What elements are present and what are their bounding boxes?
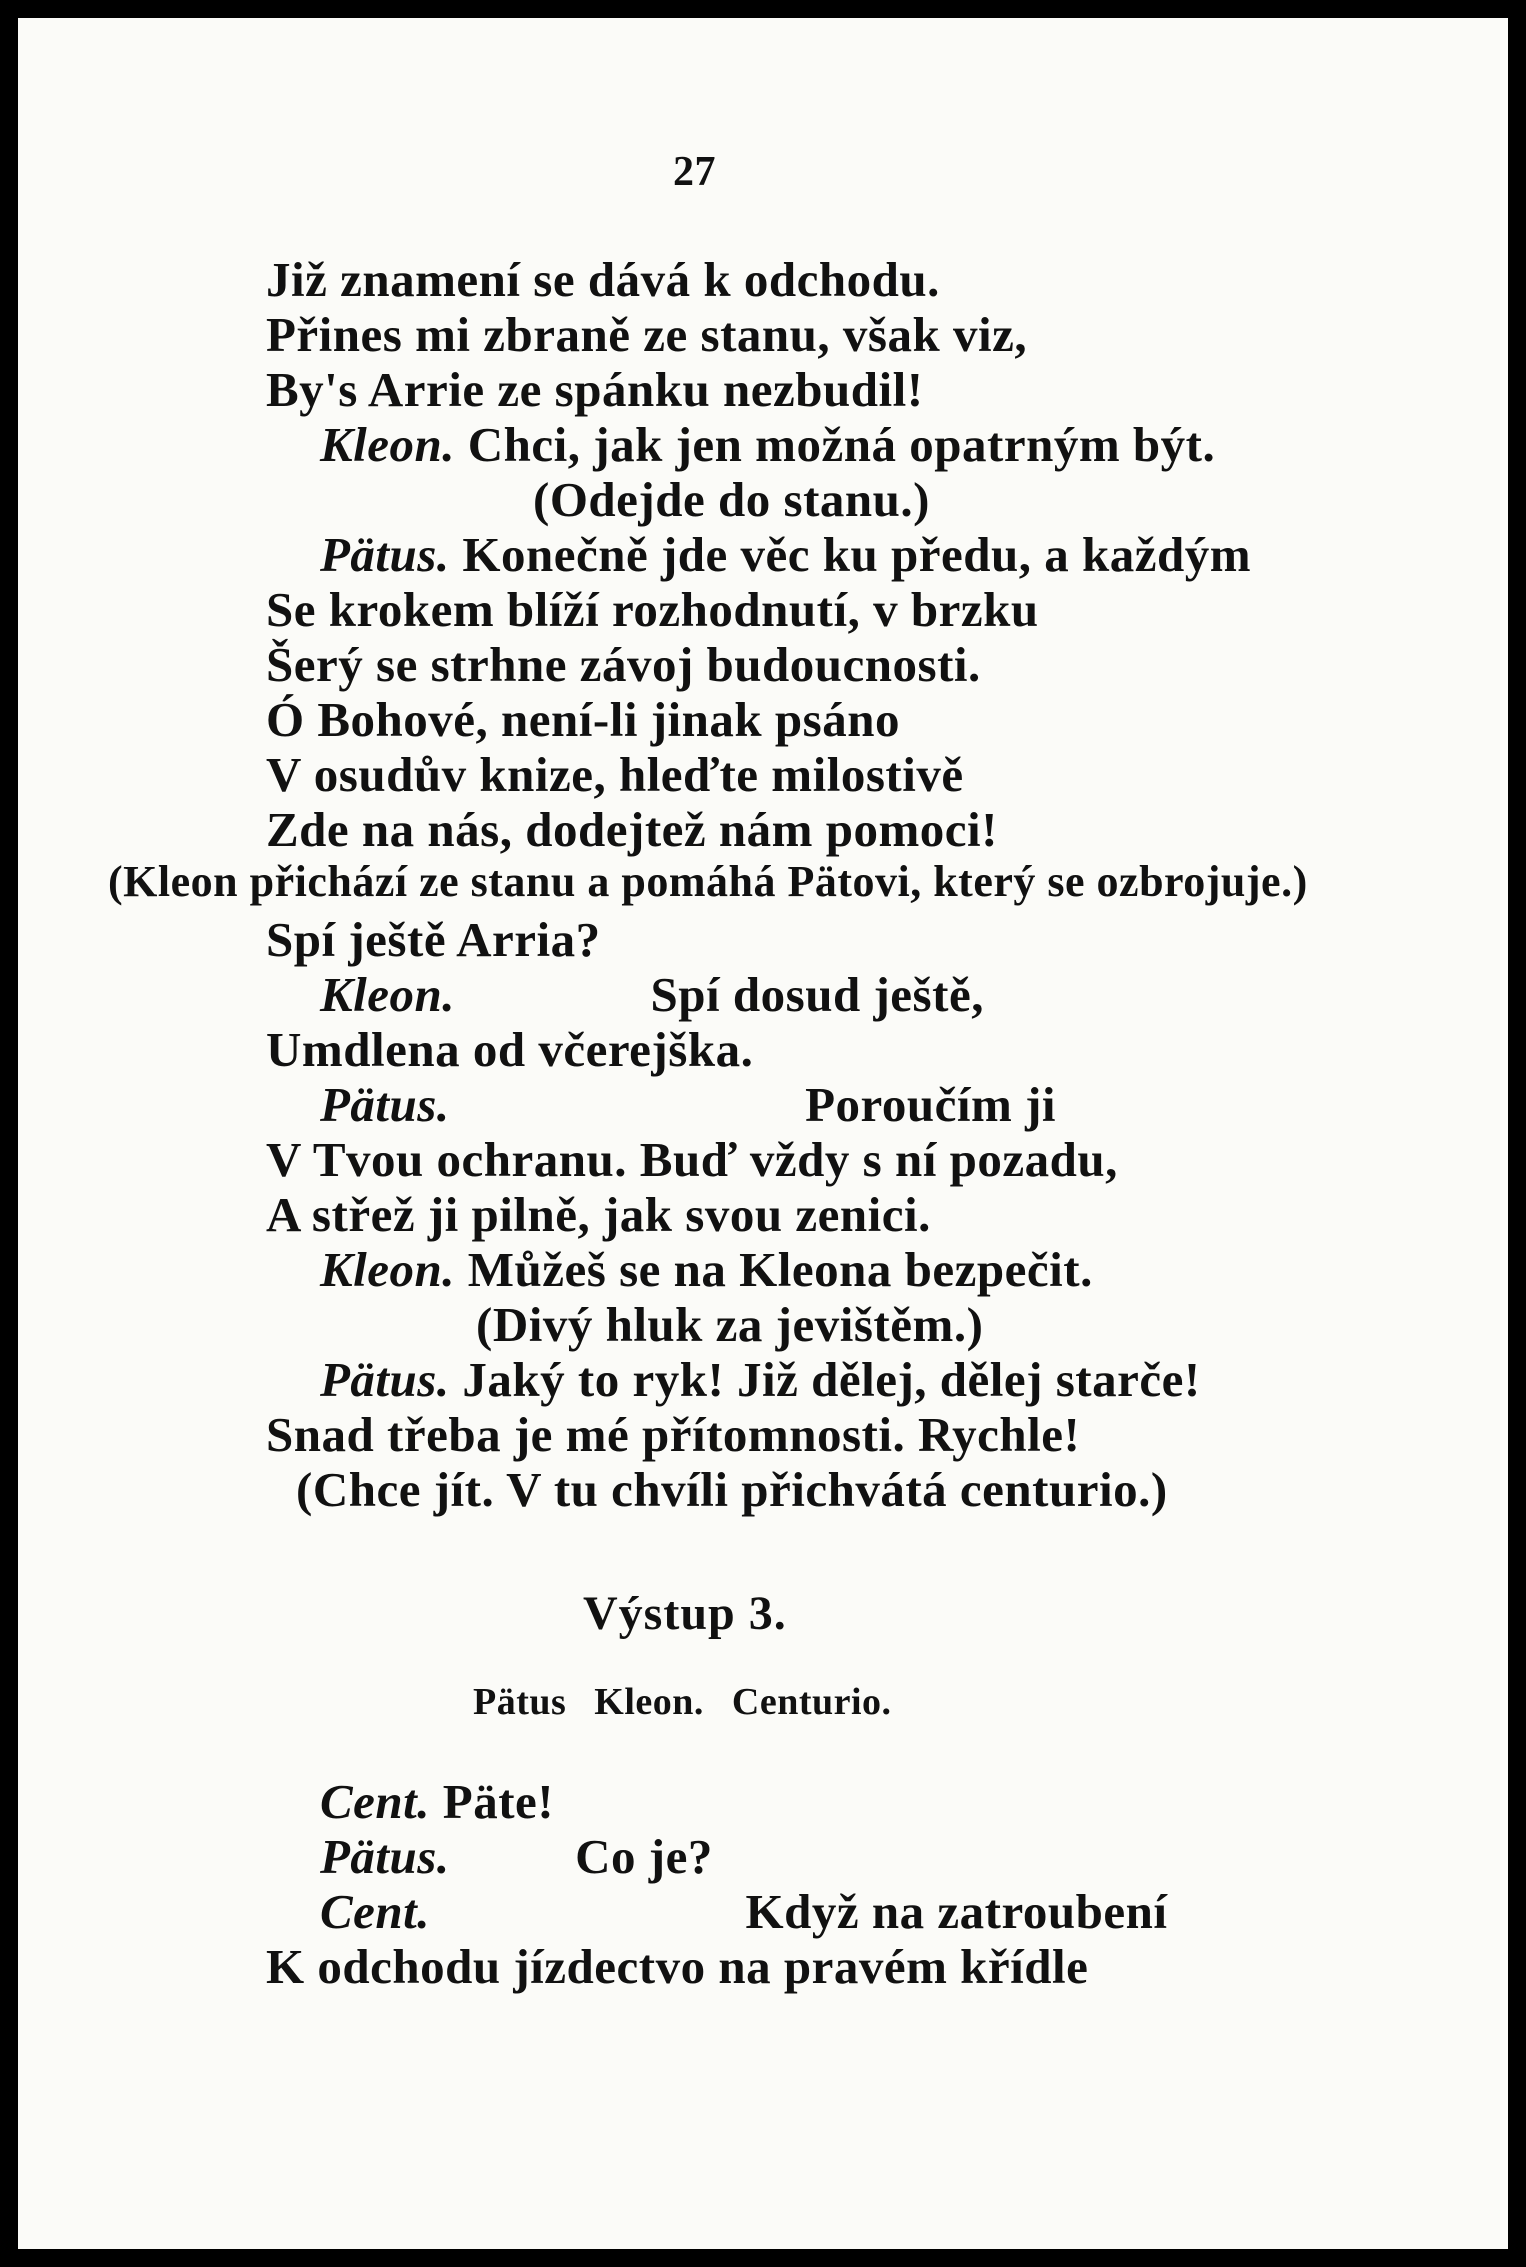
dialogue-line bbox=[320, 416, 1215, 473]
stage-direction: (Odejde do stanu.) bbox=[533, 472, 930, 527]
dialogue-line bbox=[320, 1883, 1167, 1940]
verse-line: By's Arrie ze spánku nezbudil! bbox=[266, 362, 924, 417]
verse-line: Šerý se strhne závoj budoucnosti. bbox=[266, 637, 981, 692]
speaker-name: Kleon. bbox=[320, 1242, 456, 1297]
verse-line: Ó Bohové, není-li jinak psáno bbox=[266, 692, 900, 747]
verse-text: Poroučím ji bbox=[805, 1077, 1057, 1132]
verse-text: Když na zatroubení bbox=[745, 1884, 1168, 1939]
verse-line: Se krokem blíží rozhodnutí, v brzku bbox=[266, 582, 1039, 637]
speaker-name: Pätus. bbox=[320, 527, 450, 582]
speaker-name: Pätus. bbox=[320, 1352, 450, 1407]
dialogue-line bbox=[320, 1241, 1093, 1298]
dialogue-line bbox=[320, 526, 1251, 583]
dialogue-line bbox=[320, 966, 984, 1023]
verse-line: K odchodu jízdectvo na pravém křídle bbox=[266, 1939, 1089, 1994]
dialogue-line bbox=[320, 1076, 1056, 1133]
book-page bbox=[18, 18, 1508, 2249]
verse-line: Zde na nás, dodejtež nám pomoci! bbox=[266, 802, 998, 857]
speaker-name: Kleon. bbox=[320, 417, 456, 472]
verse-line: A střež ji pilně, jak svou zenici. bbox=[266, 1187, 931, 1242]
stage-direction: (Chce jít. V tu chvíli přichvátá centurio.) bbox=[296, 1462, 1168, 1517]
verse-text: Co je? bbox=[575, 1829, 713, 1884]
speaker-name: Pätus. bbox=[320, 1077, 450, 1132]
character-list: Pätus Kleon. Centurio. bbox=[473, 1681, 892, 1723]
dialogue-line bbox=[320, 1773, 554, 1830]
verse-text: Konečně jde věc ku předu, a každým bbox=[462, 527, 1252, 582]
scene-heading: Výstup 3. bbox=[583, 1587, 787, 1640]
speaker-name: Cent. bbox=[320, 1774, 431, 1829]
verse-line: Umdlena od včerejška. bbox=[266, 1022, 754, 1077]
verse-text: Jaký to ryk! Již dělej, dělej starče! bbox=[462, 1352, 1201, 1407]
verse-line: Již znamení se dává k odchodu. bbox=[266, 252, 940, 307]
verse-line: V osudův knize, hleďte milostivě bbox=[266, 747, 964, 802]
dialogue-line bbox=[320, 1828, 713, 1885]
stage-direction: (Divý hluk za jevištěm.) bbox=[476, 1297, 984, 1352]
speaker-name: Kleon. bbox=[320, 967, 456, 1022]
verse-line: Snad třeba je mé přítomnosti. Rychle! bbox=[266, 1407, 1081, 1462]
verse-line: V Tvou ochranu. Buď vždy s ní pozadu, bbox=[266, 1132, 1118, 1187]
stage-direction: (Kleon přichází ze stanu a pomáhá Pätovi, který se ozbrojuje.) bbox=[108, 857, 1308, 906]
page-number: 27 bbox=[673, 149, 716, 195]
speaker-name: Pätus. bbox=[320, 1829, 450, 1884]
verse-text: Chci, jak jen možná opatrným být. bbox=[467, 417, 1216, 472]
verse-line: Spí ještě Arria? bbox=[266, 912, 601, 967]
dialogue-line bbox=[320, 1351, 1201, 1408]
verse-text: Spí dosud ještě, bbox=[650, 967, 984, 1022]
verse-text: Päte! bbox=[442, 1774, 555, 1829]
speaker-name: Cent. bbox=[320, 1884, 431, 1939]
verse-text: Můžeš se na Kleona bezpečit. bbox=[467, 1242, 1093, 1297]
verse-line: Přines mi zbraně ze stanu, však viz, bbox=[266, 307, 1028, 362]
